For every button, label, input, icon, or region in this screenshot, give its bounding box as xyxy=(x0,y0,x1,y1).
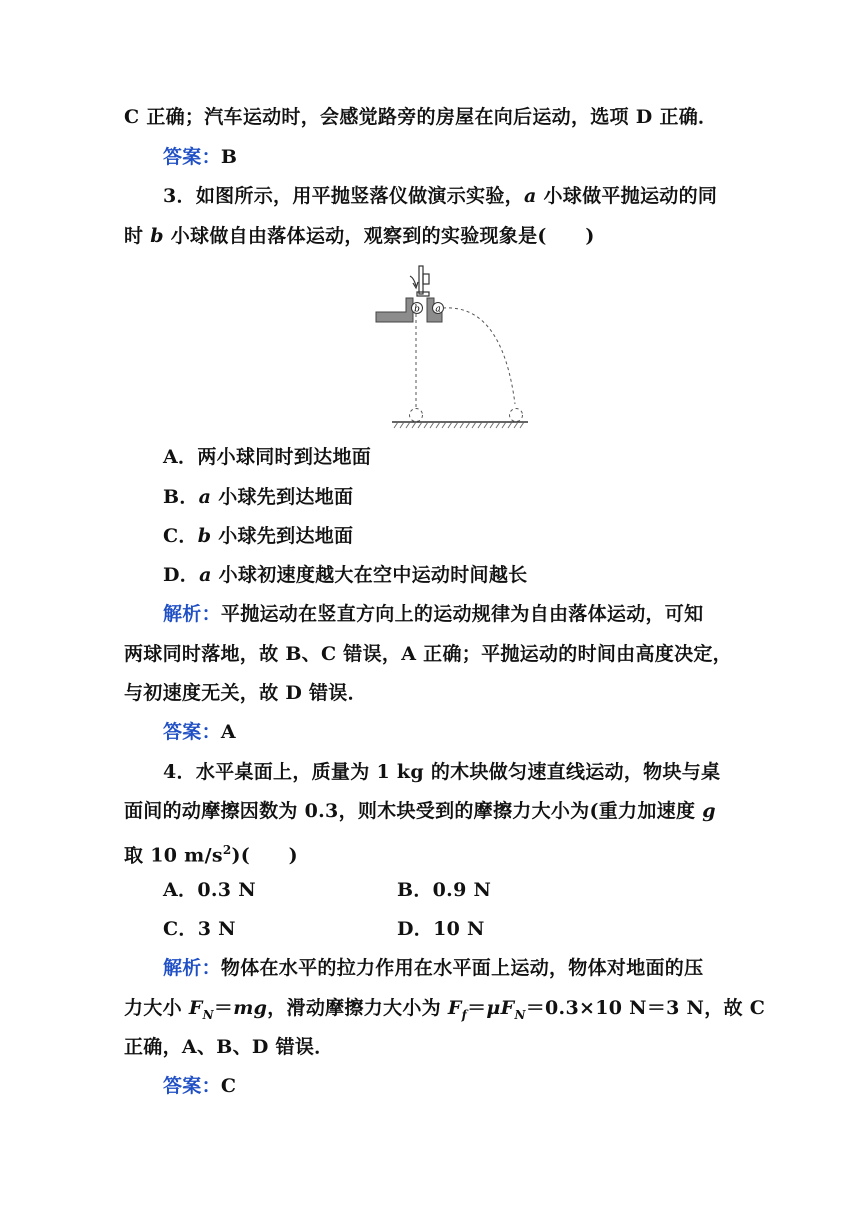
analysis-label: 解析： xyxy=(163,957,221,979)
option-letter: C． xyxy=(163,525,198,547)
stem-text: 时 xyxy=(124,225,151,247)
subscript-n: N xyxy=(202,1007,214,1022)
projectile-apparatus-figure xyxy=(370,264,532,434)
answer-label: 答案： xyxy=(163,1075,221,1097)
ball-a-landing xyxy=(510,409,523,422)
question-number: 3． xyxy=(163,185,196,207)
stem-text: 小球做自由落体运动，观察到的实验现象是( ) xyxy=(163,225,595,247)
arrow-line xyxy=(410,276,416,286)
stem-text: 如图所示，用平抛竖落仪做演示实验， xyxy=(195,185,524,207)
option-letter: B． xyxy=(163,486,199,508)
hammer-head xyxy=(423,274,429,284)
analysis-text: ，滑动摩擦力大小为 xyxy=(267,997,448,1019)
question-stem-line xyxy=(163,759,720,785)
analysis-line: 正确，A、B、D 错误． xyxy=(124,1036,334,1058)
answer-line xyxy=(163,144,237,170)
analysis-line xyxy=(124,995,765,1028)
ball-b-label: b xyxy=(414,304,420,315)
analysis-text: 力大小 xyxy=(124,997,189,1019)
analysis-line xyxy=(163,955,703,981)
option-a: A．0.3 N xyxy=(163,879,256,901)
force-symbol: F xyxy=(500,997,515,1019)
variable-g: g xyxy=(702,800,716,822)
answer-value: A xyxy=(220,721,236,743)
ground-hatching xyxy=(394,422,524,428)
variable-a: a xyxy=(199,564,212,586)
analysis-text: 平抛运动在竖直方向上的运动规律为自由落体运动，可知 xyxy=(220,603,704,625)
subscript-n: N xyxy=(514,1007,526,1022)
stem-text: 取 10 m/s xyxy=(124,844,223,867)
option-text: 小球先到达地面 xyxy=(211,525,354,547)
option-c: C．3 N xyxy=(163,918,236,940)
left-bracket xyxy=(376,298,413,322)
stem-text: 小球做平抛运动的同 xyxy=(536,185,718,207)
option-d: D．10 N xyxy=(397,918,485,940)
ball-a-label: a xyxy=(435,304,441,315)
text-line: C 正确；汽车运动时，会感觉路旁的房屋在向后运动，选项 D 正确． xyxy=(124,106,718,128)
subscript-f: f xyxy=(461,1007,468,1022)
option-c xyxy=(163,523,353,549)
equals-sign: ＝ xyxy=(213,997,234,1019)
answer-line xyxy=(163,1073,236,1099)
option-letter: D． xyxy=(163,564,200,586)
stem-text: 面间的动摩擦因数为 0.3，则木块受到的摩擦力大小为(重力加速度 xyxy=(124,800,703,822)
analysis-text: ＝0.3×10 N＝3 N，故 C xyxy=(525,997,766,1019)
analysis-line: 两球同时落地，故 B、C 错误，A 正确；平抛运动的时间由高度决定， xyxy=(124,643,732,665)
question-number: 4． xyxy=(163,761,196,783)
answer-label: 答案： xyxy=(163,146,221,168)
stem-text: )( ) xyxy=(231,844,298,867)
question-stem-line xyxy=(163,183,717,209)
analysis-text: 物体在水平的拉力作用在水平面上运动，物体对地面的压 xyxy=(220,957,704,979)
option-a: A．两小球同时到达地面 xyxy=(163,446,372,468)
answer-value: B xyxy=(220,146,238,168)
question-stem-line xyxy=(124,798,716,824)
equals-sign: ＝ xyxy=(467,997,487,1019)
ball-b-landing xyxy=(410,409,423,422)
hammer-rod xyxy=(419,266,423,294)
parabolic-path xyxy=(443,308,515,404)
superscript: 2 xyxy=(222,843,232,857)
variable-b: b xyxy=(197,525,212,547)
analysis-line: 与初速度无关，故 D 错误． xyxy=(124,682,367,704)
stem-text: 水平桌面上，质量为 1 kg 的木块做匀速直线运动，物块与桌 xyxy=(195,761,721,783)
variable-a: a xyxy=(198,486,212,508)
option-d xyxy=(163,562,527,588)
analysis-label: 解析： xyxy=(163,603,221,625)
analysis-line xyxy=(163,601,703,627)
option-b: B．0.9 N xyxy=(397,879,492,901)
question-stem-line xyxy=(124,837,298,868)
option-text: 小球初速度越大在空中运动时间越长 xyxy=(211,564,528,586)
question-stem-line xyxy=(124,223,595,249)
force-symbol: F xyxy=(447,997,462,1019)
variable-b: b xyxy=(150,225,164,247)
option-b xyxy=(163,484,353,510)
answer-line xyxy=(163,719,236,745)
answer-label: 答案： xyxy=(163,721,221,743)
variable-a: a xyxy=(523,185,537,207)
mu-symbol: μ xyxy=(486,997,501,1019)
force-symbol: F xyxy=(188,997,203,1019)
mg-term: mg xyxy=(233,997,268,1019)
option-text: 小球先到达地面 xyxy=(211,486,354,508)
answer-value: C xyxy=(220,1075,237,1097)
